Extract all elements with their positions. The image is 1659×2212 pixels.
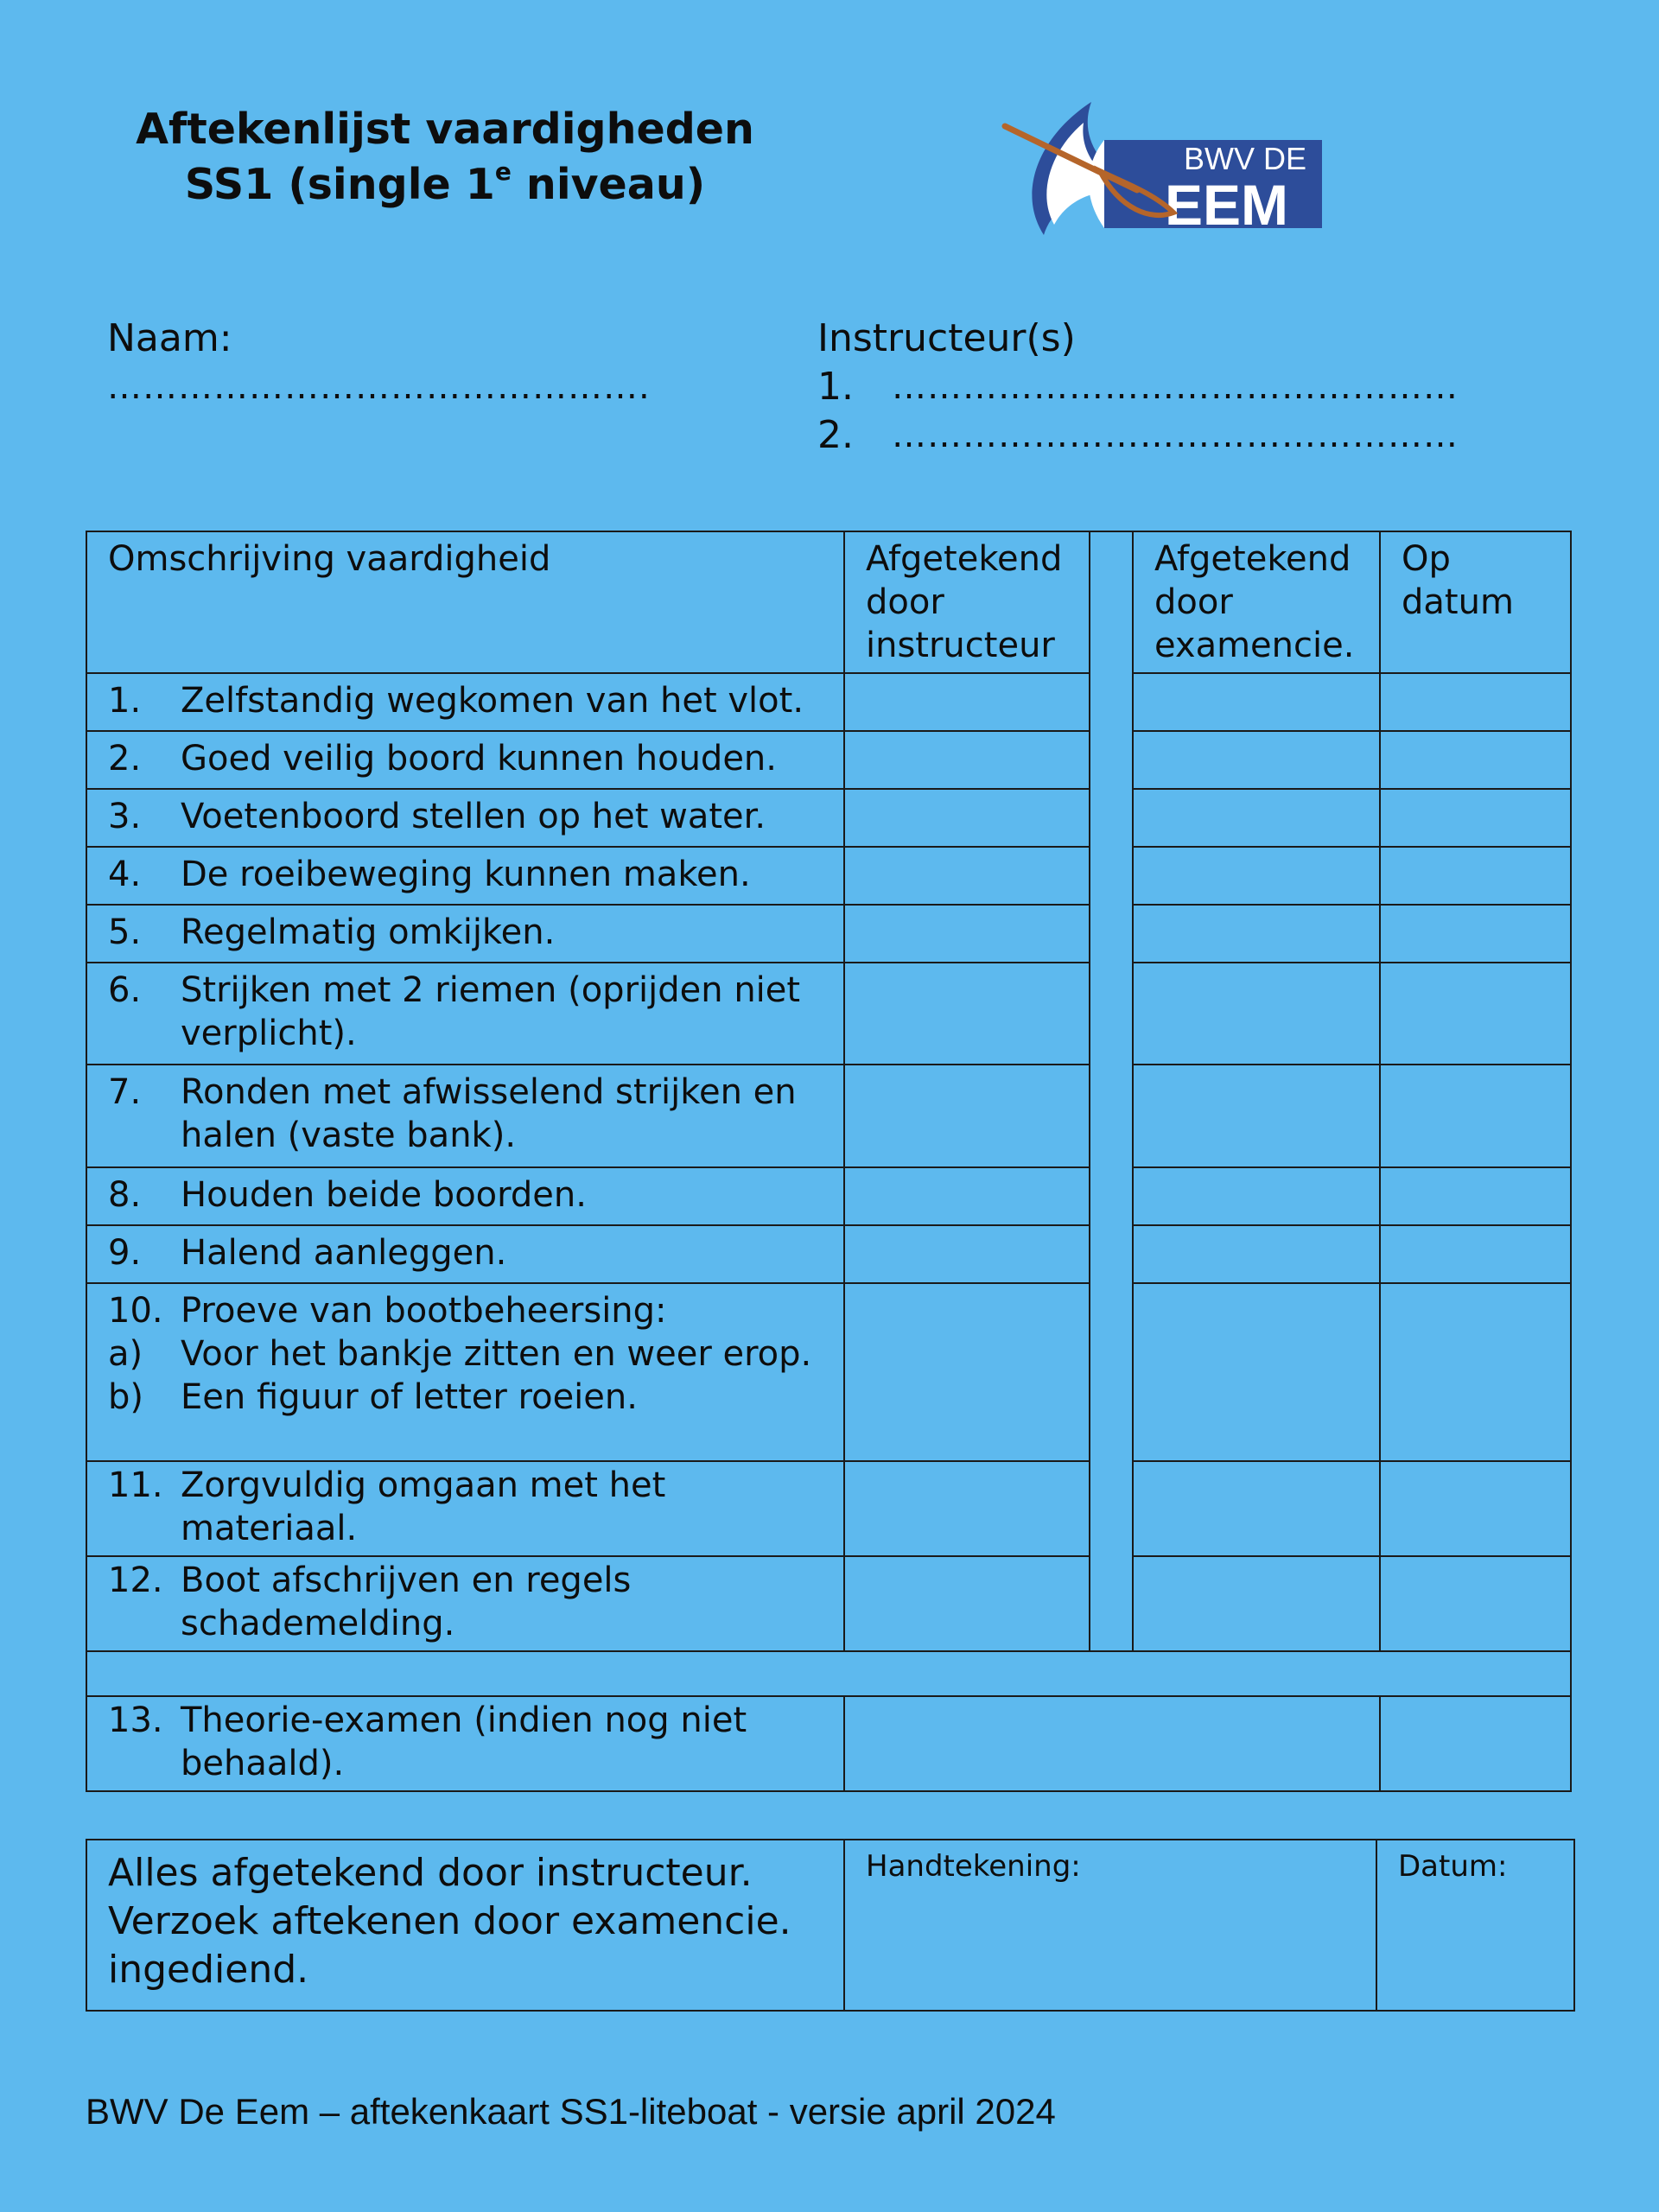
- naam-field[interactable]: Naam: ……………………………………….: [107, 316, 651, 407]
- date-cell[interactable]: [1380, 905, 1571, 963]
- table-row-theory: 13. Theorie-examen (indien nog niet behaald).: [86, 1696, 1571, 1791]
- column-divider: [1090, 531, 1133, 1651]
- sign-examencie-cell[interactable]: [1133, 789, 1380, 847]
- date-cell[interactable]: [1380, 1556, 1571, 1651]
- sign-instructeur-cell[interactable]: [844, 1283, 1090, 1461]
- sign-examencie-cell[interactable]: [1133, 1556, 1380, 1651]
- table-row: 12. Boot afschrijven en regels schademelding.: [86, 1556, 1571, 1651]
- sign-examencie-cell[interactable]: [1133, 673, 1380, 731]
- footer-text: BWV De Eem – aftekenkaart SS1-liteboat - versie april 2024: [86, 2091, 1056, 2132]
- date-cell[interactable]: [1380, 1696, 1571, 1791]
- table-row: 3. Voetenboord stellen op het water.: [86, 789, 1571, 847]
- date-cell[interactable]: [1380, 1461, 1571, 1556]
- date-cell[interactable]: [1380, 847, 1571, 905]
- table-row: 8. Houden beide boorden.: [86, 1167, 1571, 1225]
- date-cell[interactable]: [1380, 1065, 1571, 1167]
- sub-item: b) Een figuur of letter roeien.: [108, 1377, 638, 1417]
- header-afgetekend-instructeur: Afgetekend door instructeur: [844, 531, 1090, 673]
- sign-examencie-cell[interactable]: [1133, 731, 1380, 789]
- sign-instructeur-cell[interactable]: [844, 1167, 1090, 1225]
- sign-instructeur-cell[interactable]: [844, 789, 1090, 847]
- sub-item: a) Voor het bankje zitten en weer erop.: [108, 1334, 812, 1374]
- sign-instructeur-cell[interactable]: [844, 1556, 1090, 1651]
- table-row: 10. Proeve van bootbeheersing: a) Voor het bankje zitten en weer erop. b) Een figuur of letter roeien.: [86, 1283, 1571, 1461]
- table-row: 9. Halend aanleggen.: [86, 1225, 1571, 1283]
- datum-field[interactable]: Datum:: [1376, 1840, 1574, 2011]
- sign-examencie-cell[interactable]: [1133, 847, 1380, 905]
- table-row: 1. Zelfstandig wegkomen van het vlot.: [86, 673, 1571, 731]
- sign-instructeur-cell[interactable]: [844, 1065, 1090, 1167]
- table-row: 6. Strijken met 2 riemen (oprijden niet verplicht).: [86, 963, 1571, 1065]
- header-omschrijving: Omschrijving vaardigheid: [86, 531, 844, 673]
- skills-table: [86, 531, 1572, 1792]
- date-cell[interactable]: [1380, 1225, 1571, 1283]
- svg-text:EEM: EEM: [1165, 173, 1289, 237]
- sign-instructeur-cell[interactable]: [844, 847, 1090, 905]
- spacer-row: [86, 1651, 1571, 1696]
- date-cell[interactable]: [1380, 731, 1571, 789]
- handtekening-field[interactable]: Handtekening:: [844, 1840, 1376, 2011]
- header-afgetekend-examencie: Afgetekend door examencie.: [1133, 531, 1380, 673]
- header-op-datum: Op datum: [1380, 531, 1571, 673]
- sign-theory-cell[interactable]: [844, 1696, 1380, 1791]
- sign-instructeur-cell[interactable]: [844, 1461, 1090, 1556]
- sign-examencie-cell[interactable]: [1133, 963, 1380, 1065]
- sign-examencie-cell[interactable]: [1133, 1225, 1380, 1283]
- sign-instructeur-cell[interactable]: [844, 673, 1090, 731]
- sign-instructeur-cell[interactable]: [844, 731, 1090, 789]
- date-cell[interactable]: [1380, 1283, 1571, 1461]
- signoff-statement: Alles afgetekend door instructeur. Verzoek aftekenen door examencie. ingediend.: [86, 1840, 844, 2011]
- date-cell[interactable]: [1380, 789, 1571, 847]
- page-title: Aftekenlijst vaardigheden SS1 (single 1e niveau): [136, 105, 754, 209]
- instructeur-2-line[interactable]: 2. …………………………………………: [817, 413, 1459, 457]
- sign-examencie-cell[interactable]: [1133, 1167, 1380, 1225]
- table-row: 11. Zorgvuldig omgaan met het materiaal.: [86, 1461, 1571, 1556]
- sign-instructeur-cell[interactable]: [844, 963, 1090, 1065]
- bwv-de-eem-logo: [1001, 97, 1329, 244]
- sign-examencie-cell[interactable]: [1133, 1283, 1380, 1461]
- table-header-row: [86, 531, 1571, 673]
- date-cell[interactable]: [1380, 963, 1571, 1065]
- sign-examencie-cell[interactable]: [1133, 1461, 1380, 1556]
- svg-text:BWV DE: BWV DE: [1184, 141, 1307, 176]
- date-cell[interactable]: [1380, 1167, 1571, 1225]
- table-row: 4. De roeibeweging kunnen maken.: [86, 847, 1571, 905]
- sign-instructeur-cell[interactable]: [844, 905, 1090, 963]
- signoff-table: [86, 1839, 1575, 2012]
- instructeur-1-line[interactable]: 1. …………………………………………: [817, 365, 1459, 409]
- instructeurs-field[interactable]: Instructeur(s) 1. ………………………………………… 2. …………………………………………: [817, 315, 1459, 460]
- table-row: 7. Ronden met afwisselend strijken en halen (vaste bank).: [86, 1065, 1571, 1167]
- sign-examencie-cell[interactable]: [1133, 905, 1380, 963]
- date-cell[interactable]: [1380, 673, 1571, 731]
- sign-examencie-cell[interactable]: [1133, 1065, 1380, 1167]
- table-row: 5. Regelmatig omkijken.: [86, 905, 1571, 963]
- sign-instructeur-cell[interactable]: [844, 1225, 1090, 1283]
- table-row: 2. Goed veilig boord kunnen houden.: [86, 731, 1571, 789]
